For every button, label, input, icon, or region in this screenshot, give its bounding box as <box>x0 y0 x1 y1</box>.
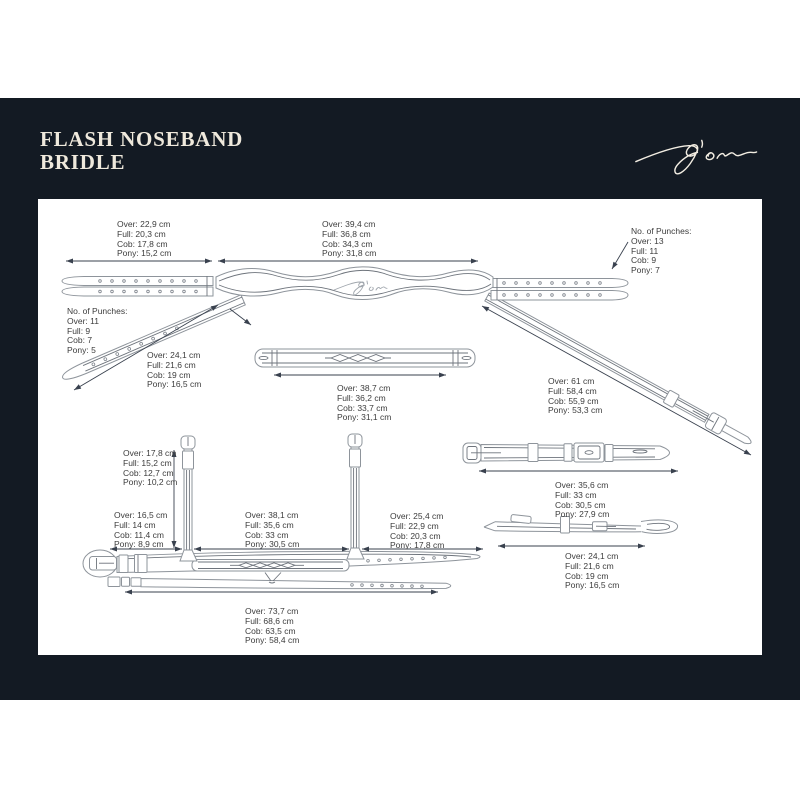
measurement-cheekpiece: Over: 24,1 cm Full: 21,6 cm Cob: 19 cm Pony: 16,5 cm <box>147 350 202 390</box>
page-title-line2: BRIDLE <box>40 150 126 174</box>
diagram-panel <box>38 199 762 655</box>
measurement-headpiece-left: Over: 22,9 cm Full: 20,3 cm Cob: 17,8 cm Pony: 15,2 cm <box>117 219 172 259</box>
noseband-buckle <box>83 550 117 577</box>
flash-hanger-strap-right <box>347 434 364 559</box>
measurement-browband: Over: 38,7 cm Full: 36,2 cm Cob: 33,7 cm Pony: 31,1 cm <box>337 383 392 423</box>
headpiece-punch-holes-left <box>99 280 198 293</box>
measurement-throatlash: Over: 61 cm Full: 58,4 cm Cob: 55,9 cm Pony: 53,3 cm <box>548 376 603 416</box>
brand-signature-logo <box>632 126 759 176</box>
measurement-hanger-height: Over: 17,8 cm Full: 15,2 cm Cob: 12,7 cm Pony: 10,2 cm <box>123 448 178 488</box>
measurement-buckle-to-hanger: Over: 16,5 cm Full: 14 cm Cob: 11,4 cm Pony: 8,9 cm <box>114 510 168 550</box>
flash-strap-loop <box>641 520 678 534</box>
signature-stroke <box>636 140 757 173</box>
throatlash-strap <box>483 290 755 451</box>
page-title-line1: FLASH NOSEBAND <box>40 127 244 151</box>
punches-left-pointer-arrow <box>230 309 251 325</box>
measurement-noseband-total: Over: 73,7 cm Full: 68,6 cm Cob: 63,5 cm Pony: 58,4 cm <box>245 606 300 646</box>
flash-hanger-strap-left <box>180 436 197 561</box>
measurement-flash-strap: Over: 24,1 cm Full: 21,6 cm Cob: 19 cm Pony: 16,5 cm <box>565 551 620 591</box>
label-punches-right: No. of Punches: Over: 13 Full: 11 Cob: 9 Pony: 7 <box>631 226 692 276</box>
headpiece <box>62 267 628 300</box>
browband <box>255 349 475 367</box>
spec-card <box>0 98 800 700</box>
page-title <box>40 128 243 174</box>
measurement-cheek-strap: Over: 35,6 cm Full: 33 cm Cob: 30,5 cm Pony: 27,9 cm <box>555 480 610 520</box>
label-punches-left: No. of Punches: Over: 11 Full: 9 Cob: 7 Pony: 5 <box>67 306 128 356</box>
noseband-lower-strap <box>141 579 451 589</box>
measurement-between-hangers: Over: 38,1 cm Full: 35,6 cm Cob: 33 cm Pony: 30,5 cm <box>245 510 300 550</box>
measurement-hanger-to-end: Over: 25,4 cm Full: 22,9 cm Cob: 20,3 cm Pony: 17,8 cm <box>390 511 445 551</box>
measurement-headpiece-center: Over: 39,4 cm Full: 36,8 cm Cob: 34,3 cm Pony: 31,8 cm <box>322 219 377 259</box>
noseband-padded-panel <box>192 560 349 572</box>
punches-right-pointer-arrow <box>612 242 628 269</box>
cheek-strap <box>463 443 670 463</box>
